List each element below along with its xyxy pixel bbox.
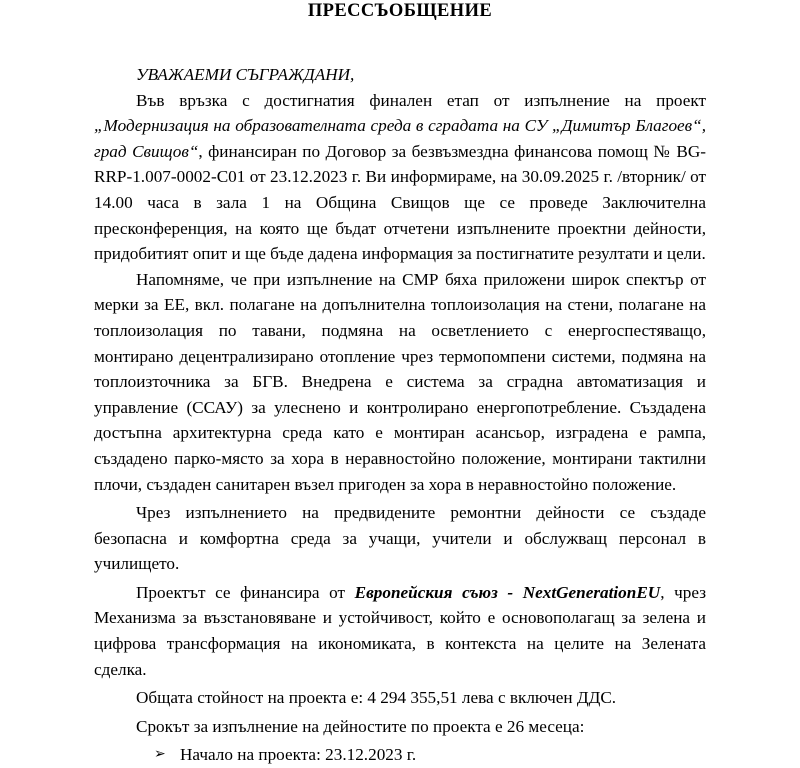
paragraph-1 — [94, 88, 706, 267]
paragraph-5 — [94, 685, 706, 711]
list-item — [94, 742, 706, 768]
text-run: Във връзка с достигнатия финален етап от изпълнение на проект — [136, 90, 706, 110]
title-spacer — [94, 22, 706, 62]
paragraph-2 — [94, 267, 706, 497]
text-run: Проектът се финансира от — [136, 582, 355, 602]
text-run: Срокът за изпълнение на дейностите по проекта е 26 месеца: — [136, 716, 585, 736]
paragraph-3 — [94, 500, 706, 577]
paragraph-4 — [94, 580, 706, 682]
text-run: „Модернизация на образователната среда в сградата на СУ „Димитър Благоев“, град Свищов“ — [94, 116, 706, 161]
text-run: Напомняме, че при изпълнение на СМР бяха приложени широк спектър от мерки за ЕЕ, вкл. полагане на допълнителна топлоизолация на стени, полагане на топлоизолация по тавани, подмяна на осветлението с енергоспестяващо, монтирано децентрализирано отопление чрез термопомпени системи, подмяна на топлоизточника за БГВ. Внедрена е система за сградна автоматизация и управление (ССАУ) за улеснено и контролирано енергопотребление. Създадена достъпна архитектурна среда като е монтиран асансьор, изградена е рампа, създадено парко-място за хора в неравностойно положение, монтирани тактилни плочи, създаден санитарен възел пригоден за хора в неравностойно положение. — [94, 269, 706, 494]
text-run: , финансиран по Договор за безвъзмездна финансова помощ № BG-RRP-1.007-0002-С01 от 23.12.2023 г. Ви информираме, на 30.09.2025 г. /вторник/ от 14.00 часа в зала 1 на Община Свищов ще се проведе Заключителна пресконференция, на която ще бъдат отчетени изпълнените проектни дейности, придобитият опит и ще бъде дадена информация за постигнатите резултати и цели. — [94, 141, 706, 264]
text-run: , чрез Механизма за възстановяване и устойчивост, който е основополагащ за зелена и цифрова трансформация на икономиката, в контекста на целите на Зелената сделка. — [94, 582, 706, 679]
list-item-label: Начало на проекта: 23.12.2023 г. — [180, 745, 417, 765]
text-run: Европейския съюз - NextGenerationEU — [354, 582, 661, 602]
paragraph-6 — [94, 714, 706, 740]
page-title: ПРЕССЪОБЩЕНИЕ — [307, 1, 493, 21]
text-run: Общата стойност на проекта е: 4 294 355,51 лева с включен ДДС. — [136, 688, 617, 708]
salutation-line: УВАЖАЕМИ СЪГРАЖДАНИ, — [136, 65, 355, 84]
text-run: Чрез изпълнението на предвидените ремонтни дейности се създаде безопасна и комфортна среда за учащи, учители и обслужващ персонал в училището. — [94, 503, 706, 574]
arrow-bullet-icon: ➢ — [154, 746, 166, 763]
